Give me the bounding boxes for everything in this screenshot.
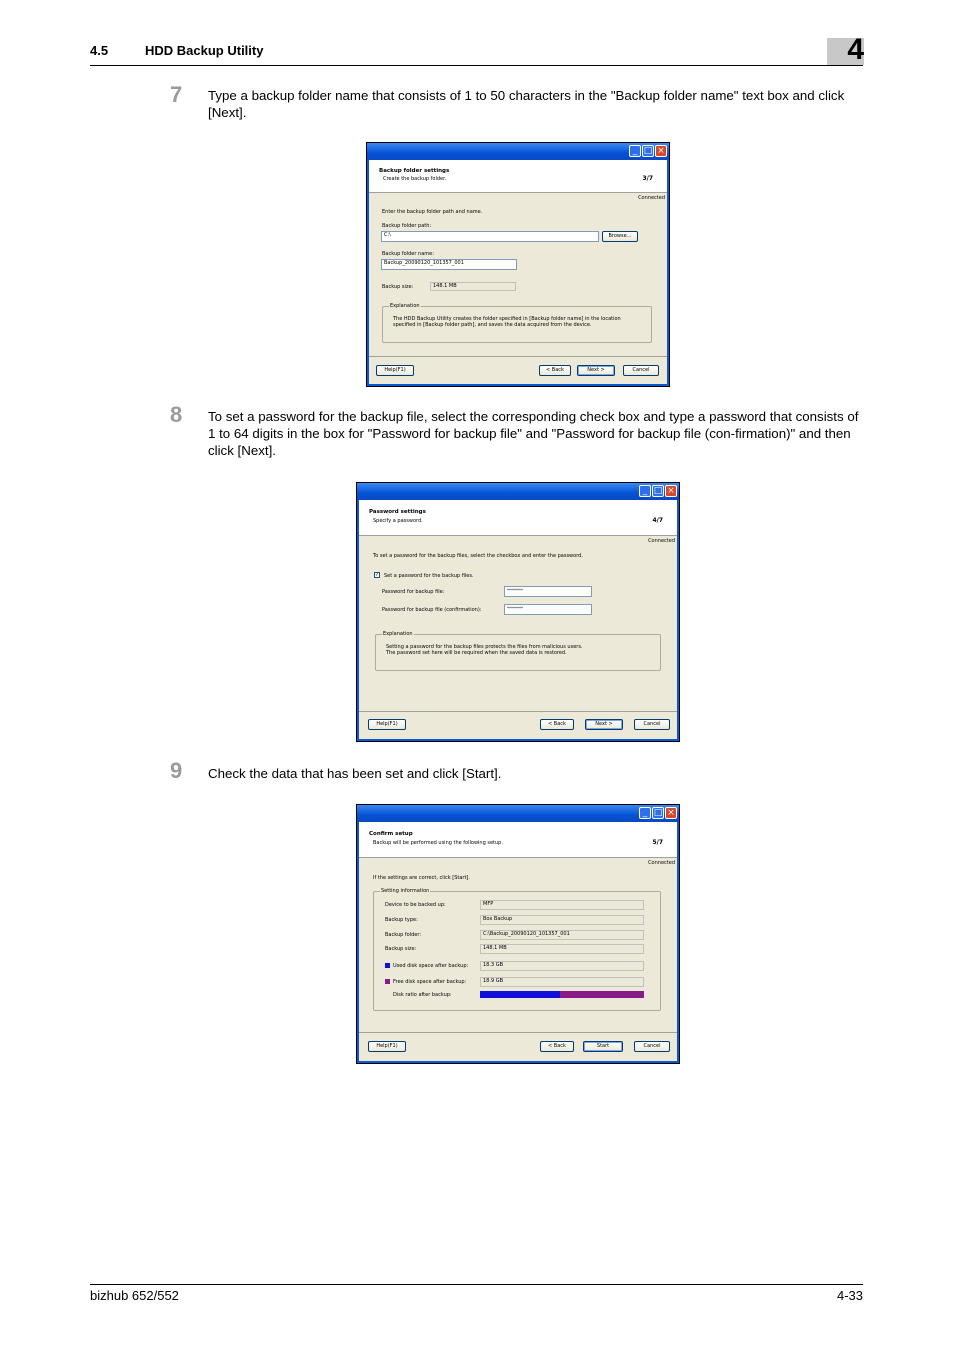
password-settings-dialog xyxy=(356,482,680,742)
disk-ratio-bar xyxy=(480,991,644,998)
next-button[interactable]: Next > xyxy=(585,719,623,730)
section-number: 4.5 xyxy=(90,43,109,58)
dialog-subtitle: Backup will be performed using the following setup. xyxy=(373,840,503,846)
start-button[interactable]: Start xyxy=(583,1041,623,1052)
browse-button[interactable]: Browse... xyxy=(602,231,638,242)
free-space-color-icon xyxy=(385,979,390,984)
used-space-color-icon xyxy=(385,963,390,968)
backup-folder-settings-dialog xyxy=(366,142,670,387)
disk-ratio-free-segment xyxy=(560,991,644,998)
cancel-button[interactable]: Cancel xyxy=(623,365,659,376)
backup-folder-path-input[interactable]: C:\ xyxy=(381,231,599,242)
backup-type-label: Backup type: xyxy=(385,917,418,923)
disk-ratio-used-segment xyxy=(480,991,560,998)
dialog-subtitle: Create the backup folder. xyxy=(383,176,447,182)
back-button[interactable]: < Back xyxy=(540,1041,574,1052)
maximize-icon[interactable]: □ xyxy=(653,808,663,818)
explanation-line: Setting a password for the backup files protects the files from malicious users. xyxy=(386,644,583,650)
dialog-body xyxy=(359,500,677,739)
connection-status: Connected xyxy=(648,538,675,544)
maximize-icon[interactable]: □ xyxy=(653,486,663,496)
dialog-title: Backup folder settings xyxy=(379,168,450,174)
dialog-body xyxy=(369,160,667,384)
step-number: 7 xyxy=(170,82,183,107)
explanation-group xyxy=(375,631,661,671)
close-icon[interactable]: × xyxy=(665,485,677,497)
explanation-line: The password set here will be required when the saved data is restored. xyxy=(386,650,567,656)
backup-size-value: 148.1 MB xyxy=(480,944,644,954)
dialog-header xyxy=(359,822,677,858)
step-number: 8 xyxy=(170,402,183,427)
setting-information-title: Setting information xyxy=(381,888,430,894)
dialog-subtitle: Specify a password. xyxy=(373,518,423,524)
checkbox-label: Set a password for the backup files. xyxy=(384,573,474,579)
name-label: Backup folder name: xyxy=(382,251,434,257)
password-label: Password for backup file: xyxy=(382,589,445,595)
back-button[interactable]: < Back xyxy=(540,719,574,730)
free-space-value: 18.9 GB xyxy=(480,977,644,987)
step-indicator: 3/7 xyxy=(642,175,653,182)
footer-divider xyxy=(359,711,677,712)
help-button[interactable]: Help(F1) xyxy=(368,1041,406,1052)
footer-divider xyxy=(369,356,667,357)
help-button[interactable]: Help(F1) xyxy=(368,719,406,730)
path-label: Backup folder path: xyxy=(382,223,432,229)
footer-page-number: 4-33 xyxy=(836,1288,863,1303)
title-bar xyxy=(367,143,669,160)
explanation-title: Explanation xyxy=(390,303,420,309)
step-text: Type a backup folder name that consists of 1 to 50 characters in the "Backup folder name" text box and click [Next]. xyxy=(208,88,845,120)
size-label: Backup size: xyxy=(382,284,414,290)
used-space-value: 18.3 GB xyxy=(480,961,644,971)
disk-ratio-label: Disk ratio after backup: xyxy=(393,992,452,998)
device-value: MFP xyxy=(480,900,644,910)
step-number: 9 xyxy=(170,758,183,783)
minimize-icon[interactable]: _ xyxy=(639,485,651,497)
maximize-icon[interactable]: □ xyxy=(643,146,653,156)
step-indicator: 4/7 xyxy=(652,517,663,524)
cancel-button[interactable]: Cancel xyxy=(634,1041,670,1052)
step-text: To set a password for the backup file, select the corresponding check box and type a password that consists of 1 to 64 digits in the box for "Password for backup file" and "Password for backup file (con-firmation)" and then click [Next]. xyxy=(208,409,859,458)
explanation-line: The HDD Backup Utility creates the folder specified in [Backup folder name] in the location xyxy=(393,316,621,322)
minimize-icon[interactable]: _ xyxy=(629,145,641,157)
footer-rule xyxy=(90,1284,863,1285)
close-icon[interactable]: × xyxy=(665,807,677,819)
set-password-checkbox[interactable]: ✓ xyxy=(375,572,380,578)
intro-text: To set a password for the backup files, select the checkbox and enter the password. xyxy=(373,553,583,559)
dialog-header xyxy=(359,500,677,536)
dialog-title: Password settings xyxy=(369,509,426,515)
step-indicator: 5/7 xyxy=(652,839,663,846)
backup-size-label: Backup size: xyxy=(385,946,417,952)
connection-status: Connected xyxy=(638,195,665,201)
password-input[interactable]: ******** xyxy=(504,586,592,597)
dialog-title: Confirm setup xyxy=(369,831,413,837)
device-label: Device to be backed up: xyxy=(385,902,446,908)
password-confirm-input[interactable]: ******** xyxy=(504,604,592,615)
footer-model: bizhub 652/552 xyxy=(90,1288,179,1303)
backup-size-value: 148.1 MB xyxy=(430,282,516,291)
dialog-header xyxy=(369,160,667,193)
footer-divider xyxy=(359,1032,677,1033)
explanation-title: Explanation xyxy=(383,631,413,637)
backup-type-value: Box Backup xyxy=(480,915,644,925)
explanation-line: specified in [Backup folder path], and saves the data acquired from the device. xyxy=(393,322,592,328)
backup-folder-value: C:\Backup_20090120_101357_001 xyxy=(480,930,644,940)
title-bar xyxy=(357,483,679,500)
title-bar xyxy=(357,805,679,822)
intro-text: Enter the backup folder path and name. xyxy=(382,209,483,215)
back-button[interactable]: < Back xyxy=(539,365,571,376)
minimize-icon[interactable]: _ xyxy=(639,807,651,819)
password-confirm-label: Password for backup file (confirmation): xyxy=(382,607,482,613)
cancel-button[interactable]: Cancel xyxy=(634,719,670,730)
next-button[interactable]: Next > xyxy=(577,365,615,376)
dialog-body xyxy=(359,822,677,1061)
step-text: Check the data that has been set and click [Start]. xyxy=(208,766,502,781)
connection-status: Connected xyxy=(648,860,675,866)
backup-folder-label: Backup folder: xyxy=(385,932,422,938)
section-title: HDD Backup Utility xyxy=(145,43,264,58)
help-button[interactable]: Help(F1) xyxy=(376,365,414,376)
header-rule xyxy=(90,65,863,66)
backup-folder-name-input[interactable]: Backup_20090120_101357_001 xyxy=(381,259,517,270)
intro-text: If the settings are correct, click [Start]. xyxy=(373,875,470,881)
close-icon[interactable]: × xyxy=(655,145,667,157)
free-space-label: Free disk space after backup: xyxy=(393,979,467,985)
explanation-group xyxy=(382,303,652,343)
used-space-label: Used disk space after backup: xyxy=(393,963,469,969)
setting-information-group xyxy=(373,888,661,1011)
confirm-setup-dialog xyxy=(356,804,680,1064)
chapter-number: 4 xyxy=(847,33,864,66)
